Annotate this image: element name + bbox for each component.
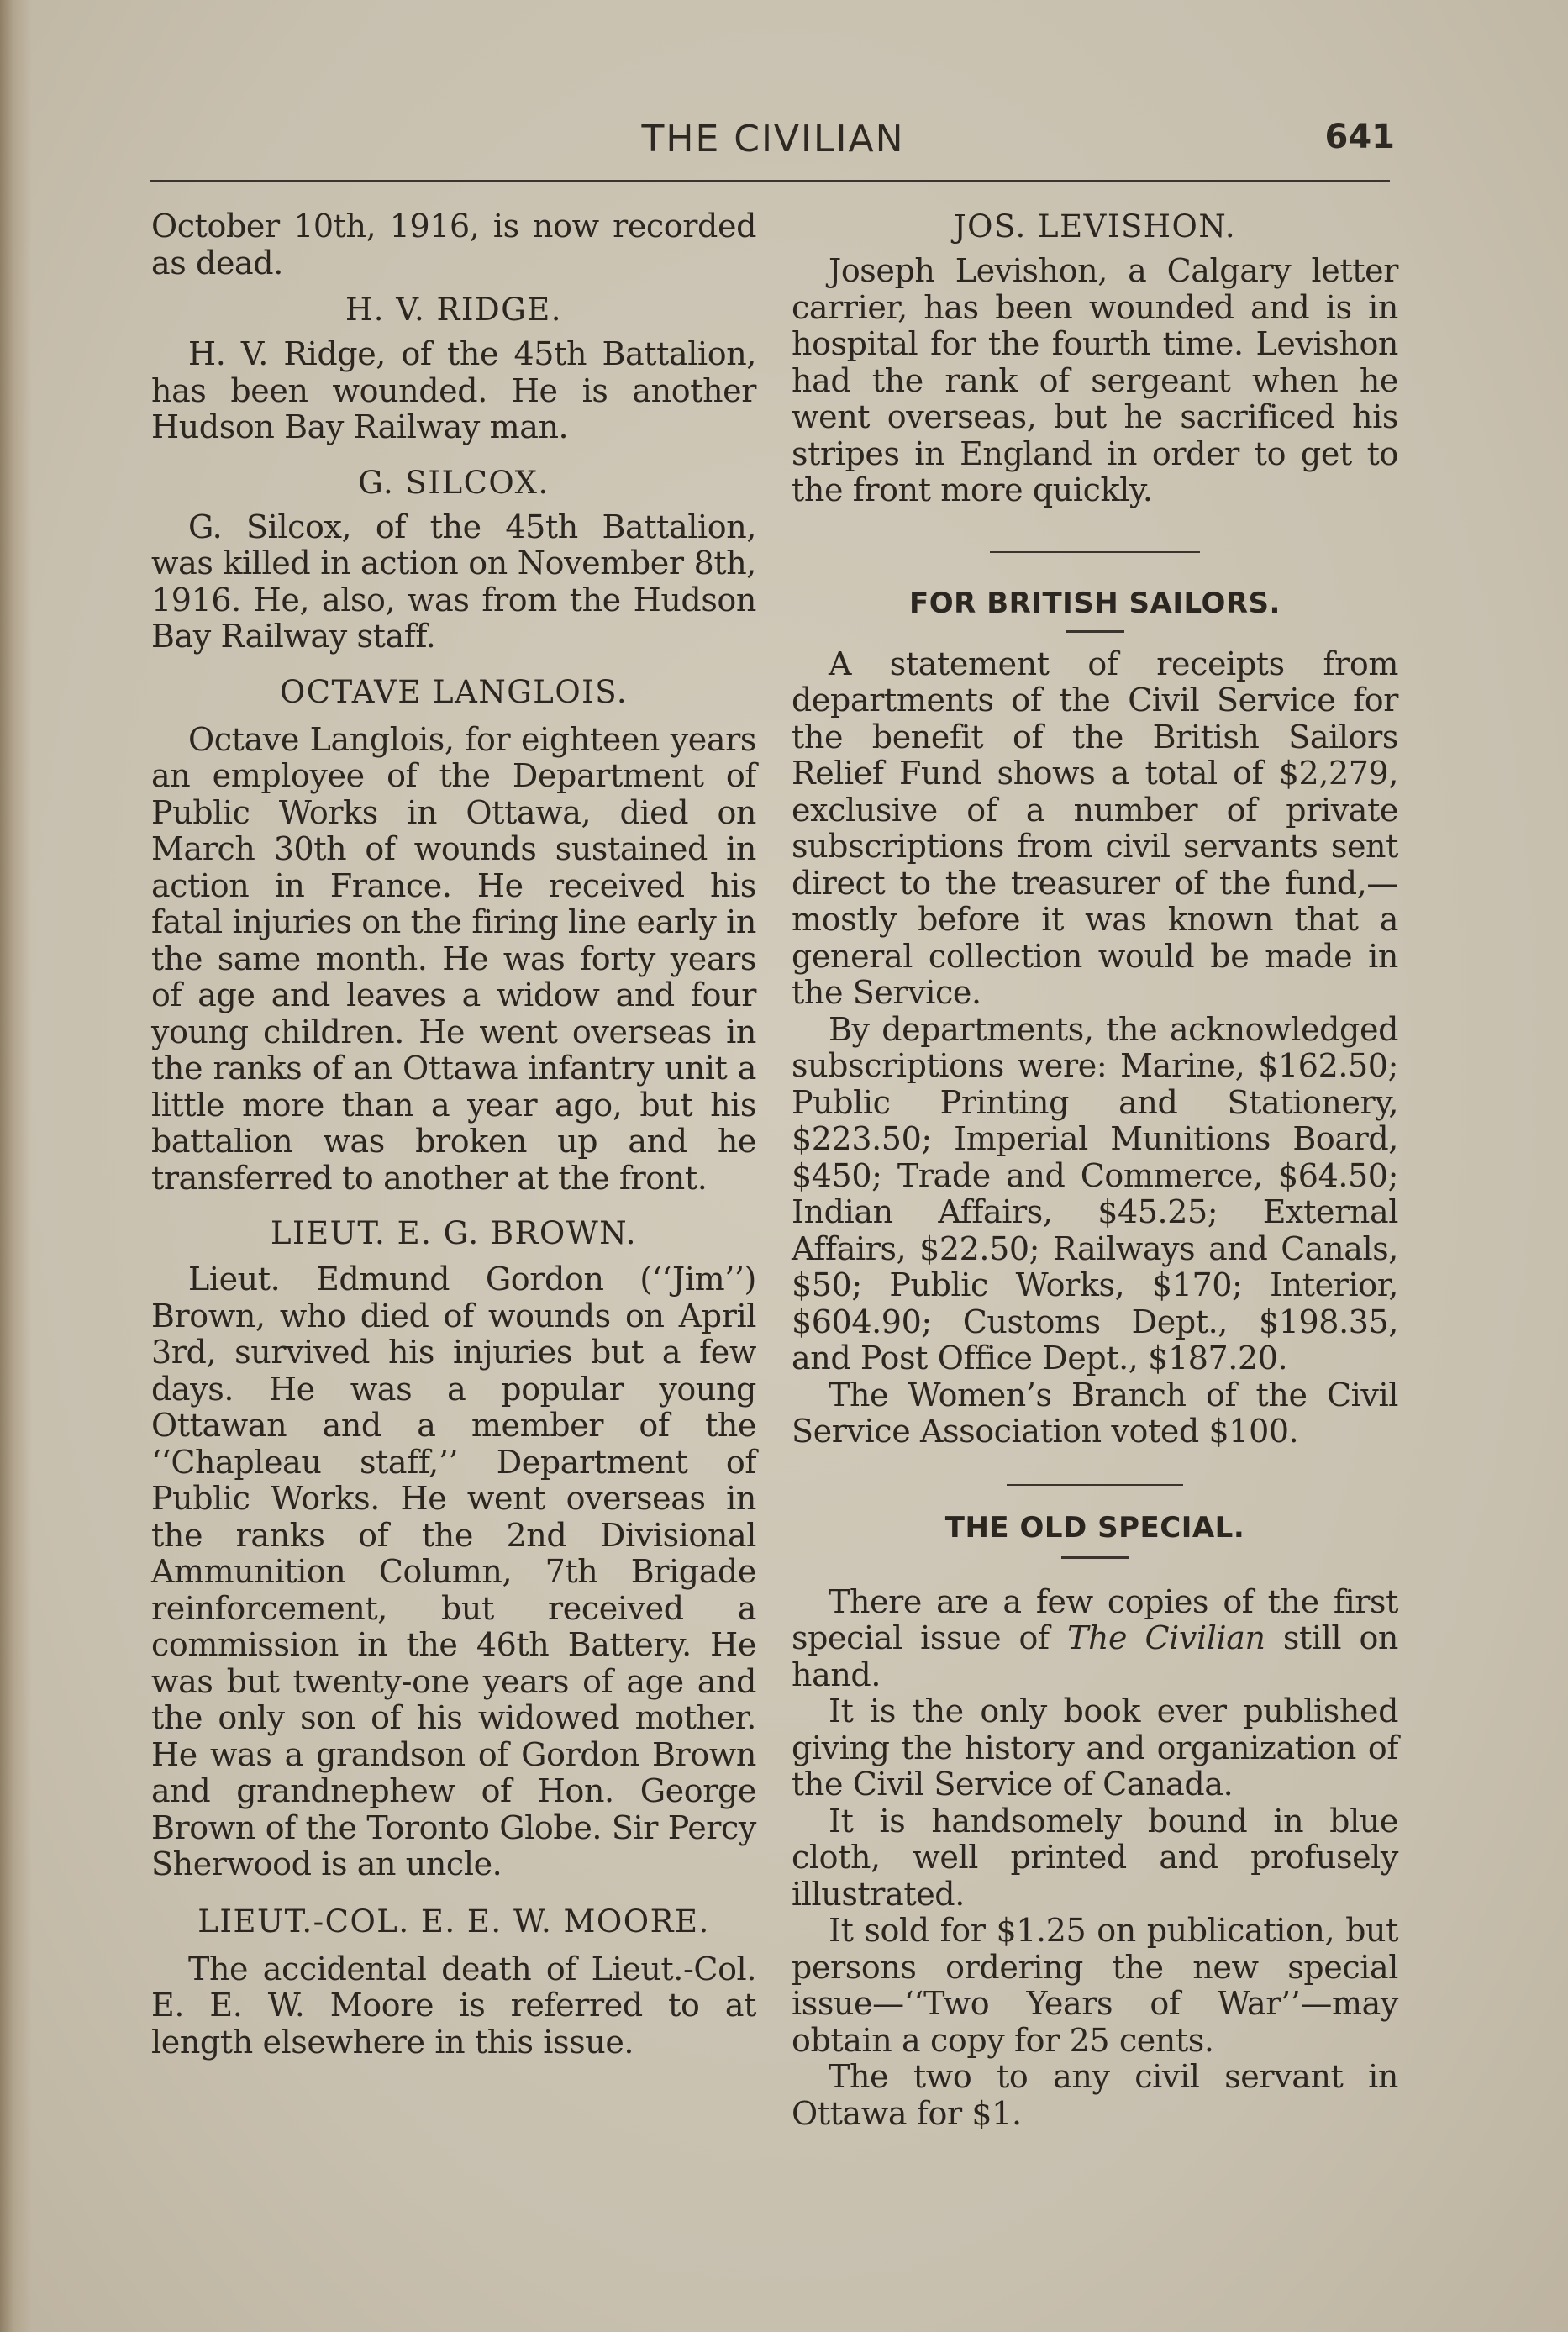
article-body-special-1: [792, 1584, 1398, 1694]
article-body-langlois: Octave Langlois, for eighteen years an employee of the Department of Public Works in Ottawa, died on March 30th of wounds sustained in action in France. He received his fatal injuries on the firing line early in the same month. He was forty years of age and leaves a widow and four young children. He went overseas in the ranks of an Ottawa infantry unit a little more than a year ago, but his battalion was broken up and he transferred to another at the front.: [151, 720, 756, 1197]
section-separator: [1007, 1484, 1183, 1486]
left-column: [151, 208, 756, 2061]
article-heading-levishon: JOS. LEVISHON.: [953, 208, 1237, 245]
article-heading-special: THE OLD SPECIAL.: [944, 1510, 1245, 1545]
right-column: [792, 208, 1398, 2132]
text-run: There are a few copies of the first special issue of: [792, 1582, 1398, 1656]
heading-underline: [1066, 630, 1124, 633]
article-body-special-2: It is the only book ever published giving the history and organization of the Civil Service of Canada.: [792, 1692, 1398, 1803]
page-spine-shadow: [0, 0, 32, 2332]
article-heading-brown: LIEUT. E. G. BROWN.: [270, 1215, 638, 1251]
article-body-moore: The accidental death of Lieut.-Col. E. E. W. Moore is referred to at length elsewhere in this issue.: [151, 1950, 756, 2061]
article-heading-langlois: OCTAVE LANGLOIS.: [279, 673, 629, 710]
heading-underline: [1061, 1556, 1129, 1559]
article-body-special-4: It sold for $1.25 on publication, but persons ordering the new special issue—‘‘Two Years of War’’—may obtain a copy for 25 cents.: [792, 1912, 1398, 2059]
page-number: 641: [1324, 118, 1395, 156]
article-body-levishon: Joseph Levishon, a Calgary letter carrier, has been wounded and is in hospital for the fourth time. Levishon had the rank of sergeant when he went overseas, but he sacrificed his stripes in England in order to get to the front more quickly.: [792, 252, 1398, 508]
section-separator: [990, 551, 1200, 553]
article-body-special-5: The two to any civil servant in Ottawa for $1.: [792, 2058, 1398, 2132]
article-body-ridge: H. V. Ridge, of the 45th Battalion, has been wounded. He is another Hudson Bay Railway man.: [151, 335, 756, 445]
page-header: [151, 118, 1395, 168]
article-body-sailors-2: By departments, the acknowledged subscriptions were: Marine, $162.50; Public Printing and Stationery, $223.50; Imperial Munitions Board, $450; Trade and Commerce, $64.50; Indian Affairs, $45.25; External Affairs, $22.50; Railways and Canals, $50; Public Works, $170; Interior, $604.90; Customs Dept., $198.35, and Post Office Dept., $187.20.: [792, 1010, 1398, 1377]
running-title: THE CIVILIAN: [641, 118, 905, 161]
article-heading-moore: LIEUT.-COL. E. E. W. MOORE.: [197, 1903, 710, 1940]
header-rule: [150, 180, 1390, 182]
article-body-sailors-3: The Women’s Branch of the Civil Service Association voted $100.: [792, 1376, 1398, 1450]
article-body-sailors-1: A statement of receipts from departments of the Civil Service for the benefit of the British Sailors Relief Fund shows a total of $2,279, exclusive of a number of private subscriptions from civil servants sent direct to the treasurer of the fund,—mostly before it was known that a general collection would be made in the Service.: [792, 645, 1398, 1011]
article-heading-silcox: G. SILCOX.: [358, 464, 550, 501]
continued-paragraph: October 10th, 1916, is now recorded as dead.: [151, 208, 756, 282]
text-run: still on hand.: [792, 1619, 1398, 1693]
article-heading-ridge: H. V. RIDGE.: [345, 292, 563, 328]
article-body-silcox: G. Silcox, of the 45th Battalion, was killed in action on November 8th, 1916. He, also, was from the Hudson Bay Railway staff.: [151, 508, 756, 655]
article-body-brown: Lieut. Edmund Gordon (‘‘Jim’’) Brown, who died of wounds on April 3rd, survived his injuries but a few days. He was a popular young Ottawan and a member of the ‘‘Chapleau staff,’’ Department of Public Works. He went overseas in the ranks of the 2nd Divisional Ammunition Column, 7th Brigade reinforcement, but received a commission in the 46th Battery. He was but twenty-one years of age and the only son of his widowed mother. He was a grandson of Gordon Brown and grandnephew of Hon. George Brown of the Toronto Globe. Sir Percy Sherwood is an uncle.: [151, 1261, 756, 1882]
publication-title: The Civilian: [1067, 1619, 1265, 1656]
article-heading-sailors: FOR BRITISH SAILORS.: [909, 586, 1281, 620]
article-body-special-3: It is handsomely bound in blue cloth, well printed and profusely illustrated.: [792, 1802, 1398, 1913]
